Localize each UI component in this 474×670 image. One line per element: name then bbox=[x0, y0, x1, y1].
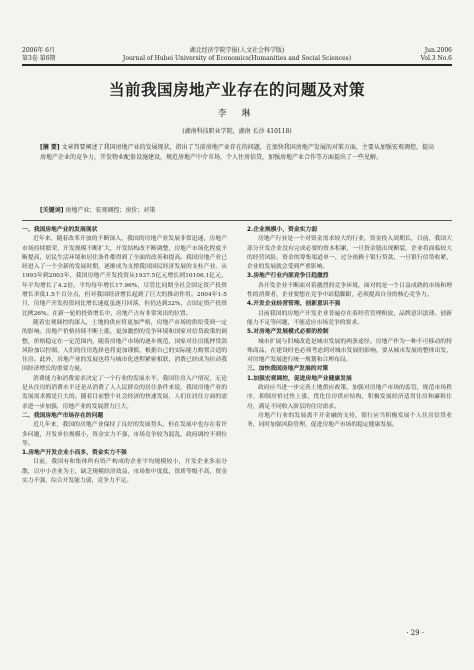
journal-name-en: Journal of Hubei University of Economics(Humanities and Social Sciences) bbox=[122, 55, 352, 62]
section-heading: 2.企业规模小，资金实力弱 bbox=[247, 227, 318, 233]
issue-info bbox=[22, 47, 56, 63]
issue-date-en: Jun.2006 bbox=[424, 47, 452, 54]
body-paragraph: 城市扩展与旧城改造是城市发展的两条途径。房地产作为一种不可移动的特殊商品，在建设时也必须考虑到对城市发展的影响，要从城市发展的整体出发，对房地产发展进行统一规划和合理布局。 bbox=[247, 338, 452, 364]
section-heading: 二、我国房地产市场存在的问题 bbox=[22, 412, 104, 419]
page-number: · 29 · bbox=[406, 629, 424, 637]
issue-info-en bbox=[421, 47, 452, 63]
section-heading: 一、我国房地产业的发展现状 bbox=[22, 227, 98, 233]
journal-name-cn: 湖北经济学院学报(人文社会科学版) bbox=[189, 47, 285, 54]
body-paragraph: 消费能力和消费需求决定了一个行业的发展水平。我国住房入户情况，无论是从住房的消费水平还是从消费了人人民群众的居住条件来说，我国房地产业的发展需求都是巨大的。随着目前整个社会经济的快速发展，人们在居住方面的需求进一步加强，房地产业的发展潜力巨大。 bbox=[22, 375, 227, 410]
keywords bbox=[40, 206, 434, 215]
section-heading: 3.房地产行业内部竞争日趋激烈 bbox=[247, 273, 329, 280]
abstract-label: [摘 要] bbox=[40, 144, 60, 151]
keywords-label: [关键词] bbox=[40, 207, 64, 214]
body-column-right bbox=[247, 226, 452, 431]
issue-volume: 第3卷 第6期 bbox=[22, 55, 56, 62]
section-heading: 4.开发企业经营管理、创新意识不强 bbox=[247, 301, 341, 308]
body-paragraph: 近几年来，我国的房地产业保持了良好的发展势头，但在发展中也存在着许多问题，开发单位规模小，资金实力不强，市场竞争较为混乱，政府调控不到位等。 bbox=[22, 422, 227, 447]
body-paragraph: 政府应当进一步完善土地供应政策，加强对房地产市场的监管，规范市场秩序，抑制房价过快上涨，优化住房供应结构，积极发展经济适用住房和廉租住房，满足不同收入阶层的住房需求。 bbox=[247, 385, 452, 410]
body-paragraph: 房地产行业的发展离不开金融的支持，银行应当积极发展个人住房信贷业务，同时加强风险管理，促进房地产市场的稳定健康发展。 bbox=[247, 412, 452, 429]
journal-name bbox=[90, 47, 384, 63]
body-divider bbox=[22, 220, 452, 221]
body-paragraph: 目前，我国有和集体所有资产构成的企业平均规模较小，开发企业多而分散，以中小企业为主，缺乏规模经济效益，市场集中度低，资质等级不高，资金实力不强，综合开发能力弱，竞争力不足。 bbox=[22, 459, 227, 485]
abstract bbox=[40, 143, 434, 162]
body-paragraph: 随着宏观调控的深入，土地的供应将更加严格，房地产市场的供给受到一定的影响。房地产价格持续不断上涨，更加激烈的竞争环境和国家对信贷政策的调整，价格稳定在一定范围内，随着房地产市场的逐步规范，国家对住房抵押贷款风险加以控制，人们的住房选择也将更加谨慎，根据自己的实际能力购置合适的住房。此外，房地产业的发展也将与城市化进程紧密相联，消费已经成为拉动我国经济增长的重要力量。 bbox=[22, 319, 227, 373]
keywords-text: 房地产业；宏观调控；房价；对策 bbox=[65, 207, 156, 214]
body-paragraph: 各开发企业不断面对着激烈的竞争环境，面对的是一个日益成熟的市场和理性的消费者，企业要想在竞争中站稳脚跟，必须提高自身的核心竞争力。 bbox=[247, 282, 452, 299]
article-author: 李 琳 bbox=[217, 109, 257, 119]
abstract-text: 文章简要阐述了我国房地产业的发展现状，指出了当前房地产业存在的问题，在加快我国房地产发展的对策方面，主要从加强宏观调控，提高房地产企业的竞争力，开发物业配套设施建设，规范房地产中介市场，个人住房信贷，加强房地产业合作等方面提出了一些见解。 bbox=[40, 144, 434, 161]
section-heading: 1.房地产开发企业小而多，资金实力不强 bbox=[22, 450, 127, 457]
section-heading: 1.加强宏观调控，促进房地产业健康发展 bbox=[247, 375, 352, 382]
section-heading: 三、加快我国房地产发展的对策 bbox=[247, 366, 329, 373]
body-paragraph: 目前我国的房地产开发企业普遍存在着经营管理粗放、品牌意识淡薄、创新能力不足等问题，不能适应市场竞争的要求。 bbox=[247, 310, 452, 326]
section-heading: 5.对房地产发展模式必要的控制 bbox=[247, 329, 329, 336]
issue-date: 2006年 6月 bbox=[22, 47, 55, 54]
header-divider bbox=[22, 64, 452, 66]
issue-volume-en: Vol.3 No.6 bbox=[420, 55, 452, 62]
author-affiliation: (湖南科技职业学院，湖南 长沙 410118) bbox=[182, 128, 292, 135]
body-paragraph: 近年来，随着改革开放的不断深入，我国的房地产业发展非常迅速，房地产市场持续繁荣，开发规模不断扩大，开发结构改不断调整，房地产市场化程度不断提高，居民生活环境和居住条件都得到了全面的改善和提高。我国房地产业已经进入了一个全新的发展时期，逐渐成为支撑我国国民经济发展的支柱产业。从1993年到2003年，我国房地产开发投资从1937.5亿元增长到10106.1亿元，年平均增长了4.2倍，平均每年增长17.96%，尽管比同期全社会固定资产投资增长率低1.5个百分点，但对我国经济增长起到了巨大的推动作用。2004年1-5月，房地产开发投资同比增长速度虽逐月回落，但仍达到32%，占固定资产投资比例26%。在新一轮的投资增长中，房地产占有非常突出的位置。 bbox=[22, 236, 227, 317]
body-paragraph: 房地产行业是一个对资金需求较大的行业，资金投入周期长，目前，我国大部分开发企业没有完成必要的资本积累，一旦资金链出现断裂，企业将面临较大的经营风险，资金的筹集渠道单一，过分依赖于银行贷款，一旦银行信贷收紧，企业的发展就会受到严重影响。 bbox=[247, 236, 452, 271]
body-column-left bbox=[22, 226, 227, 486]
article-title: 当前我国房地产业存在的问题及对策 bbox=[108, 81, 365, 99]
